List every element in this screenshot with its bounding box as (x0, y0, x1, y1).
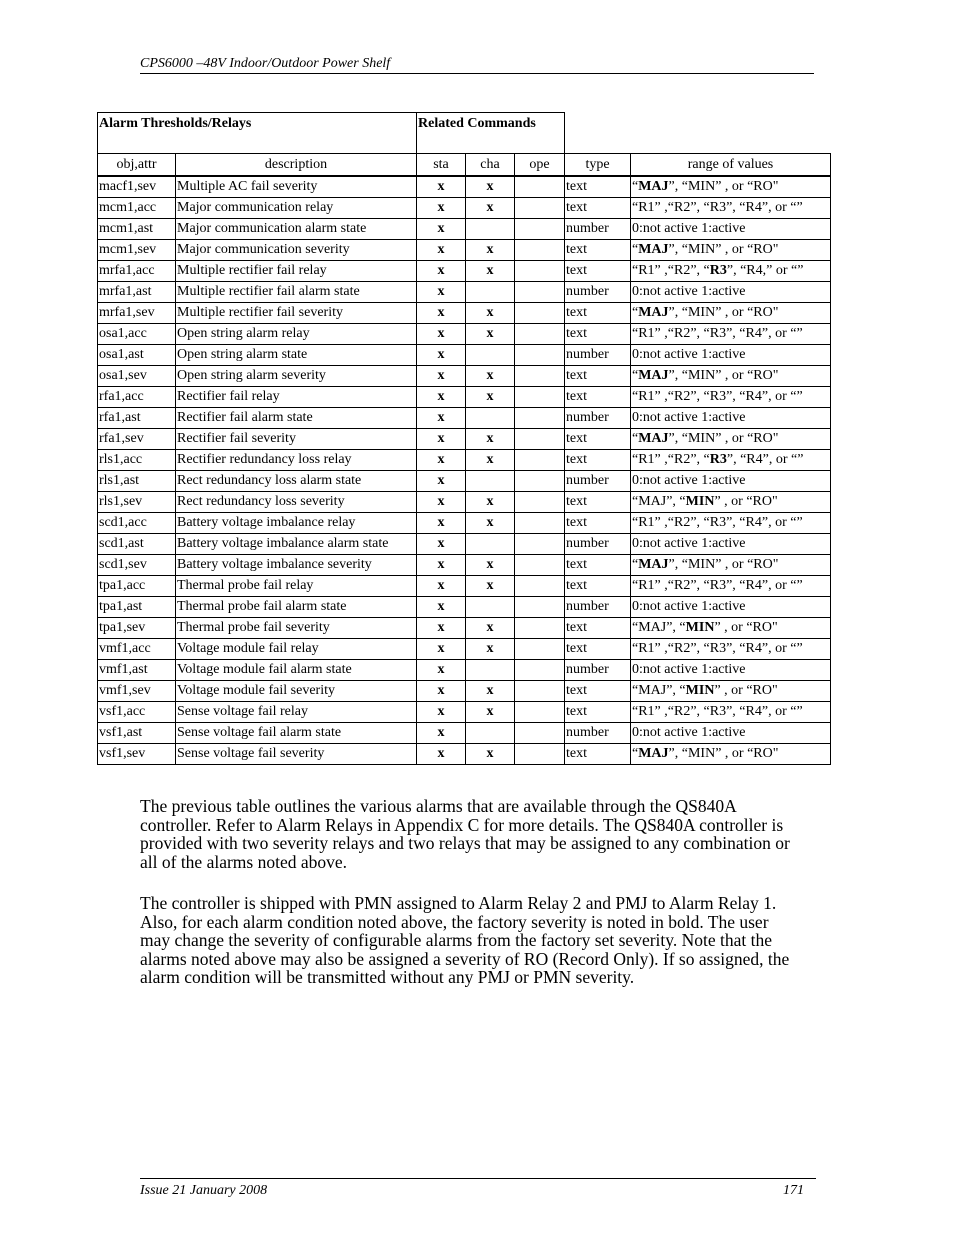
cell-description: Thermal probe fail alarm state (176, 597, 417, 618)
cell-obj-attr: tpa1,acc (98, 576, 176, 597)
cell-sta: x (417, 618, 466, 639)
table-row (98, 723, 831, 744)
range-text: 0:not active 1:active (632, 599, 746, 614)
cell-cha: x (466, 555, 515, 576)
cell-range-of-values (631, 219, 831, 240)
col-header-range: range of values (631, 154, 831, 177)
cell-obj-attr: tpa1,ast (98, 597, 176, 618)
cell-sta: x (417, 429, 466, 450)
cell-sta: x (417, 597, 466, 618)
table-row (98, 176, 831, 198)
cell-obj-attr: macf1,sev (98, 176, 176, 198)
cell-type: text (565, 555, 631, 576)
range-text: 0:not active 1:active (632, 473, 746, 488)
cell-range-of-values (631, 702, 831, 723)
cell-sta: x (417, 219, 466, 240)
cell-sta: x (417, 176, 466, 198)
cell-range-of-values (631, 261, 831, 282)
cell-description: Multiple AC fail severity (176, 176, 417, 198)
cell-description: Rectifier fail severity (176, 429, 417, 450)
cell-obj-attr: scd1,ast (98, 534, 176, 555)
cell-sta: x (417, 408, 466, 429)
table-row (98, 702, 831, 723)
table-row (98, 618, 831, 639)
cell-cha (466, 534, 515, 555)
cell-sta: x (417, 345, 466, 366)
range-text: 0:not active 1:active (632, 536, 746, 551)
range-text: ”, “MIN” , or “RO" (668, 242, 779, 257)
cell-type: text (565, 240, 631, 261)
cell-range-of-values (631, 366, 831, 387)
cell-type: text (565, 429, 631, 450)
cell-sta: x (417, 639, 466, 660)
range-text: “ (632, 557, 639, 572)
range-text: ”, “MIN” , or “RO" (668, 557, 779, 572)
page-header-title: CPS6000 –48V Indoor/Outdoor Power Shelf (140, 56, 391, 71)
range-text: “ (632, 179, 639, 194)
cell-type: number (565, 660, 631, 681)
cell-range-of-values (631, 240, 831, 261)
cell-description: Open string alarm state (176, 345, 417, 366)
cell-obj-attr: mcm1,sev (98, 240, 176, 261)
cell-cha: x (466, 618, 515, 639)
cell-range-of-values (631, 597, 831, 618)
table-row (98, 492, 831, 513)
cell-range-of-values (631, 534, 831, 555)
cell-description: Multiple rectifier fail relay (176, 261, 417, 282)
range-text: ”, “MIN” , or “RO" (668, 368, 779, 383)
table-row (98, 471, 831, 492)
cell-type: text (565, 303, 631, 324)
range-default-value: MAJ (638, 431, 669, 446)
cell-type: number (565, 597, 631, 618)
range-default-value: MIN (685, 494, 715, 509)
cell-range-of-values (631, 471, 831, 492)
cell-description: Open string alarm relay (176, 324, 417, 345)
cell-type: text (565, 639, 631, 660)
cell-range-of-values (631, 282, 831, 303)
table-column-header-row (98, 154, 831, 177)
table-row (98, 534, 831, 555)
range-text: ” , or “RO" (714, 494, 778, 509)
cell-ope (515, 534, 565, 555)
cell-type: number (565, 408, 631, 429)
range-default-value: R3 (709, 452, 727, 467)
footer-page-number: 171 (783, 1183, 804, 1198)
range-default-value: MIN (685, 683, 715, 698)
cell-range-of-values (631, 176, 831, 198)
range-default-value: MIN (685, 620, 715, 635)
cell-type: text (565, 366, 631, 387)
cell-obj-attr: scd1,sev (98, 555, 176, 576)
table-row (98, 744, 831, 765)
cell-sta: x (417, 240, 466, 261)
cell-cha: x (466, 576, 515, 597)
table-row (98, 303, 831, 324)
cell-type: text (565, 450, 631, 471)
cell-sta: x (417, 723, 466, 744)
cell-cha: x (466, 639, 515, 660)
cell-ope (515, 513, 565, 534)
table-row (98, 681, 831, 702)
cell-sta: x (417, 471, 466, 492)
cell-type: text (565, 681, 631, 702)
paragraph-table-summary: The previous table outlines the various alarms that are available through the QS840A controller. Refer to Alarm Relays in Appendix C for more details. The QS840A controller is provided with two severity relays and two relays that may be assigned to any combination or all of the alarms noted above. (140, 796, 790, 872)
cell-ope (515, 176, 565, 198)
cell-sta: x (417, 366, 466, 387)
cell-ope (515, 618, 565, 639)
range-text: “ (632, 431, 639, 446)
cell-sta: x (417, 261, 466, 282)
cell-cha (466, 723, 515, 744)
cell-cha (466, 471, 515, 492)
cell-description: Sense voltage fail relay (176, 702, 417, 723)
paragraph-factory-settings: The controller is shipped with PMN assigned to Alarm Relay 2 and PMJ to Alarm Relay 1. Also, for each alarm condition noted above, the factory severity is noted in bold. The user may change the severity of configurable alarms from the factory set severity. Note that the alarms noted above may also be assigned a severity of RO (Record Only). If so assigned, the alarm condition will be transmitted without any PMJ or PMN severity. (140, 893, 790, 987)
cell-obj-attr: mrfa1,sev (98, 303, 176, 324)
cell-description: Thermal probe fail relay (176, 576, 417, 597)
cell-ope (515, 492, 565, 513)
cell-type: text (565, 492, 631, 513)
cell-sta: x (417, 282, 466, 303)
cell-sta: x (417, 513, 466, 534)
cell-type: number (565, 723, 631, 744)
cell-cha: x (466, 387, 515, 408)
table-row (98, 450, 831, 471)
cell-type: text (565, 618, 631, 639)
table-row (98, 555, 831, 576)
range-text: 0:not active 1:active (632, 347, 746, 362)
cell-description: Rectifier fail alarm state (176, 408, 417, 429)
cell-sta: x (417, 555, 466, 576)
cell-obj-attr: rfa1,sev (98, 429, 176, 450)
col-header-obj-attr: obj,attr (98, 154, 176, 177)
cell-description: Voltage module fail severity (176, 681, 417, 702)
table-group-header-row (98, 113, 831, 154)
cell-sta: x (417, 744, 466, 765)
cell-ope (515, 639, 565, 660)
cell-description: Battery voltage imbalance severity (176, 555, 417, 576)
cell-range-of-values (631, 429, 831, 450)
cell-obj-attr: tpa1,sev (98, 618, 176, 639)
cell-cha (466, 219, 515, 240)
cell-description: Thermal probe fail severity (176, 618, 417, 639)
cell-range-of-values (631, 492, 831, 513)
table-row (98, 513, 831, 534)
cell-range-of-values (631, 408, 831, 429)
cell-ope (515, 240, 565, 261)
cell-cha: x (466, 744, 515, 765)
cell-sta: x (417, 492, 466, 513)
range-default-value: MAJ (638, 242, 669, 257)
cell-ope (515, 744, 565, 765)
cell-ope (515, 576, 565, 597)
range-text: “ (632, 368, 639, 383)
cell-type: number (565, 219, 631, 240)
cell-range-of-values (631, 324, 831, 345)
footer-rule (140, 1178, 816, 1179)
cell-range-of-values (631, 513, 831, 534)
cell-description: Voltage module fail alarm state (176, 660, 417, 681)
cell-obj-attr: rfa1,ast (98, 408, 176, 429)
range-text: “R1” ,“R2”, “R3”, “R4”, or “” (632, 578, 803, 593)
col-header-sta: sta (417, 154, 466, 177)
range-text: “ (632, 746, 639, 761)
table-row (98, 240, 831, 261)
range-text: “ (632, 242, 639, 257)
table-row (98, 597, 831, 618)
cell-range-of-values (631, 576, 831, 597)
cell-ope (515, 303, 565, 324)
table-row (98, 576, 831, 597)
header-rule (140, 73, 814, 74)
table-row (98, 324, 831, 345)
cell-type: text (565, 387, 631, 408)
col-header-ope: ope (515, 154, 565, 177)
cell-type: text (565, 702, 631, 723)
table-row (98, 345, 831, 366)
range-text: 0:not active 1:active (632, 221, 746, 236)
cell-range-of-values (631, 723, 831, 744)
col-header-type: type (565, 154, 631, 177)
cell-cha (466, 597, 515, 618)
cell-ope (515, 408, 565, 429)
cell-sta: x (417, 534, 466, 555)
range-text: 0:not active 1:active (632, 410, 746, 425)
cell-obj-attr: rls1,sev (98, 492, 176, 513)
cell-description: Rectifier redundancy loss relay (176, 450, 417, 471)
cell-sta: x (417, 198, 466, 219)
cell-sta: x (417, 576, 466, 597)
cell-cha: x (466, 240, 515, 261)
cell-type: text (565, 261, 631, 282)
cell-ope (515, 324, 565, 345)
cell-range-of-values (631, 387, 831, 408)
cell-description: Major communication relay (176, 198, 417, 219)
range-text: ”, “R4”, or “” (726, 452, 804, 467)
cell-ope (515, 366, 565, 387)
cell-ope (515, 450, 565, 471)
cell-obj-attr: mrfa1,acc (98, 261, 176, 282)
range-text: ”, “MIN” , or “RO" (668, 746, 779, 761)
cell-range-of-values (631, 555, 831, 576)
cell-range-of-values (631, 639, 831, 660)
cell-ope (515, 681, 565, 702)
cell-type: text (565, 513, 631, 534)
range-text: ”, “MIN” , or “RO" (668, 179, 779, 194)
cell-sta: x (417, 324, 466, 345)
cell-range-of-values (631, 450, 831, 471)
cell-obj-attr: vsf1,sev (98, 744, 176, 765)
cell-ope (515, 723, 565, 744)
range-default-value: MAJ (638, 746, 669, 761)
cell-range-of-values (631, 744, 831, 765)
range-text: ”, “MIN” , or “RO" (668, 305, 779, 320)
range-text: 0:not active 1:active (632, 725, 746, 740)
cell-obj-attr: osa1,ast (98, 345, 176, 366)
footer-issue-date: Issue 21 January 2008 (140, 1183, 268, 1198)
cell-obj-attr: osa1,acc (98, 324, 176, 345)
cell-cha: x (466, 702, 515, 723)
range-default-value: MAJ (638, 305, 669, 320)
cell-cha: x (466, 324, 515, 345)
table-row (98, 366, 831, 387)
cell-description: Major communication severity (176, 240, 417, 261)
cell-type: text (565, 324, 631, 345)
cell-description: Major communication alarm state (176, 219, 417, 240)
cell-cha: x (466, 681, 515, 702)
cell-cha: x (466, 198, 515, 219)
cell-cha: x (466, 366, 515, 387)
cell-obj-attr: vmf1,ast (98, 660, 176, 681)
table-row (98, 429, 831, 450)
range-text: “MAJ”, “ (632, 494, 686, 509)
table-row (98, 261, 831, 282)
col-header-cha: cha (466, 154, 515, 177)
cell-description: Rect redundancy loss alarm state (176, 471, 417, 492)
cell-description: Rectifier fail relay (176, 387, 417, 408)
table-row (98, 198, 831, 219)
cell-description: Rect redundancy loss severity (176, 492, 417, 513)
range-text: “MAJ”, “ (632, 620, 686, 635)
cell-sta: x (417, 660, 466, 681)
cell-range-of-values (631, 618, 831, 639)
range-default-value: MAJ (638, 557, 669, 572)
cell-cha: x (466, 513, 515, 534)
range-text: “R1” ,“R2”, “R3”, “R4”, or “” (632, 326, 803, 341)
cell-range-of-values (631, 198, 831, 219)
range-default-value: MAJ (638, 179, 669, 194)
cell-description: Sense voltage fail alarm state (176, 723, 417, 744)
cell-obj-attr: mcm1,acc (98, 198, 176, 219)
cell-ope (515, 660, 565, 681)
cell-ope (515, 198, 565, 219)
cell-ope (515, 345, 565, 366)
cell-ope (515, 429, 565, 450)
range-text: “R1” ,“R2”, “R3”, “R4”, or “” (632, 641, 803, 656)
cell-sta: x (417, 681, 466, 702)
cell-obj-attr: vsf1,acc (98, 702, 176, 723)
table-row (98, 408, 831, 429)
cell-obj-attr: vmf1,acc (98, 639, 176, 660)
cell-description: Voltage module fail relay (176, 639, 417, 660)
cell-obj-attr: osa1,sev (98, 366, 176, 387)
cell-type: number (565, 345, 631, 366)
group-header-related-commands: Related Commands (417, 113, 565, 154)
range-text: “MAJ”, “ (632, 683, 686, 698)
cell-ope (515, 471, 565, 492)
cell-ope (515, 555, 565, 576)
cell-description: Open string alarm severity (176, 366, 417, 387)
cell-ope (515, 387, 565, 408)
cell-obj-attr: vmf1,sev (98, 681, 176, 702)
cell-type: number (565, 282, 631, 303)
cell-type: number (565, 471, 631, 492)
range-default-value: MAJ (638, 368, 669, 383)
cell-cha: x (466, 429, 515, 450)
range-text: ”, “R4,” or “” (726, 263, 804, 278)
cell-cha: x (466, 261, 515, 282)
cell-obj-attr: mrfa1,ast (98, 282, 176, 303)
cell-obj-attr: rls1,ast (98, 471, 176, 492)
cell-cha: x (466, 176, 515, 198)
cell-description: Multiple rectifier fail severity (176, 303, 417, 324)
range-text: “R1” ,“R2”, “R3”, “R4”, or “” (632, 200, 803, 215)
table-row (98, 387, 831, 408)
cell-cha: x (466, 492, 515, 513)
table-row (98, 660, 831, 681)
col-header-description: description (176, 154, 417, 177)
range-text: ”, “MIN” , or “RO" (668, 431, 779, 446)
group-header-blank (565, 113, 831, 154)
cell-range-of-values (631, 345, 831, 366)
cell-obj-attr: vsf1,ast (98, 723, 176, 744)
cell-cha (466, 345, 515, 366)
cell-obj-attr: rfa1,acc (98, 387, 176, 408)
cell-range-of-values (631, 681, 831, 702)
alarm-thresholds-table (97, 112, 831, 765)
cell-description: Battery voltage imbalance relay (176, 513, 417, 534)
table-row (98, 219, 831, 240)
cell-sta: x (417, 450, 466, 471)
cell-ope (515, 597, 565, 618)
cell-type: text (565, 744, 631, 765)
cell-description: Multiple rectifier fail alarm state (176, 282, 417, 303)
range-default-value: R3 (709, 263, 727, 278)
cell-cha (466, 282, 515, 303)
group-header-alarm-thresholds: Alarm Thresholds/Relays (98, 113, 417, 154)
cell-type: number (565, 534, 631, 555)
range-text: “R1” ,“R2”, “R3”, “R4”, or “” (632, 515, 803, 530)
range-text: “R1” ,“R2”, “R3”, “R4”, or “” (632, 389, 803, 404)
cell-cha (466, 408, 515, 429)
cell-ope (515, 702, 565, 723)
range-text: “R1” ,“R2”, “R3”, “R4”, or “” (632, 704, 803, 719)
cell-range-of-values (631, 303, 831, 324)
range-text: 0:not active 1:active (632, 662, 746, 677)
cell-sta: x (417, 387, 466, 408)
cell-description: Battery voltage imbalance alarm state (176, 534, 417, 555)
cell-sta: x (417, 303, 466, 324)
cell-ope (515, 219, 565, 240)
cell-obj-attr: rls1,acc (98, 450, 176, 471)
range-text: ” , or “RO" (714, 620, 778, 635)
range-text: ” , or “RO" (714, 683, 778, 698)
cell-range-of-values (631, 660, 831, 681)
cell-description: Sense voltage fail severity (176, 744, 417, 765)
cell-type: text (565, 576, 631, 597)
cell-type: text (565, 198, 631, 219)
cell-obj-attr: mcm1,ast (98, 219, 176, 240)
cell-cha: x (466, 450, 515, 471)
range-text: “R1” ,“R2”, “ (632, 452, 710, 467)
cell-obj-attr: scd1,acc (98, 513, 176, 534)
range-text: “ (632, 305, 639, 320)
cell-cha: x (466, 303, 515, 324)
range-text: 0:not active 1:active (632, 284, 746, 299)
cell-ope (515, 282, 565, 303)
cell-ope (515, 261, 565, 282)
table-row (98, 639, 831, 660)
table-row (98, 282, 831, 303)
cell-sta: x (417, 702, 466, 723)
cell-type: text (565, 176, 631, 198)
range-text: “R1” ,“R2”, “ (632, 263, 710, 278)
cell-cha (466, 660, 515, 681)
